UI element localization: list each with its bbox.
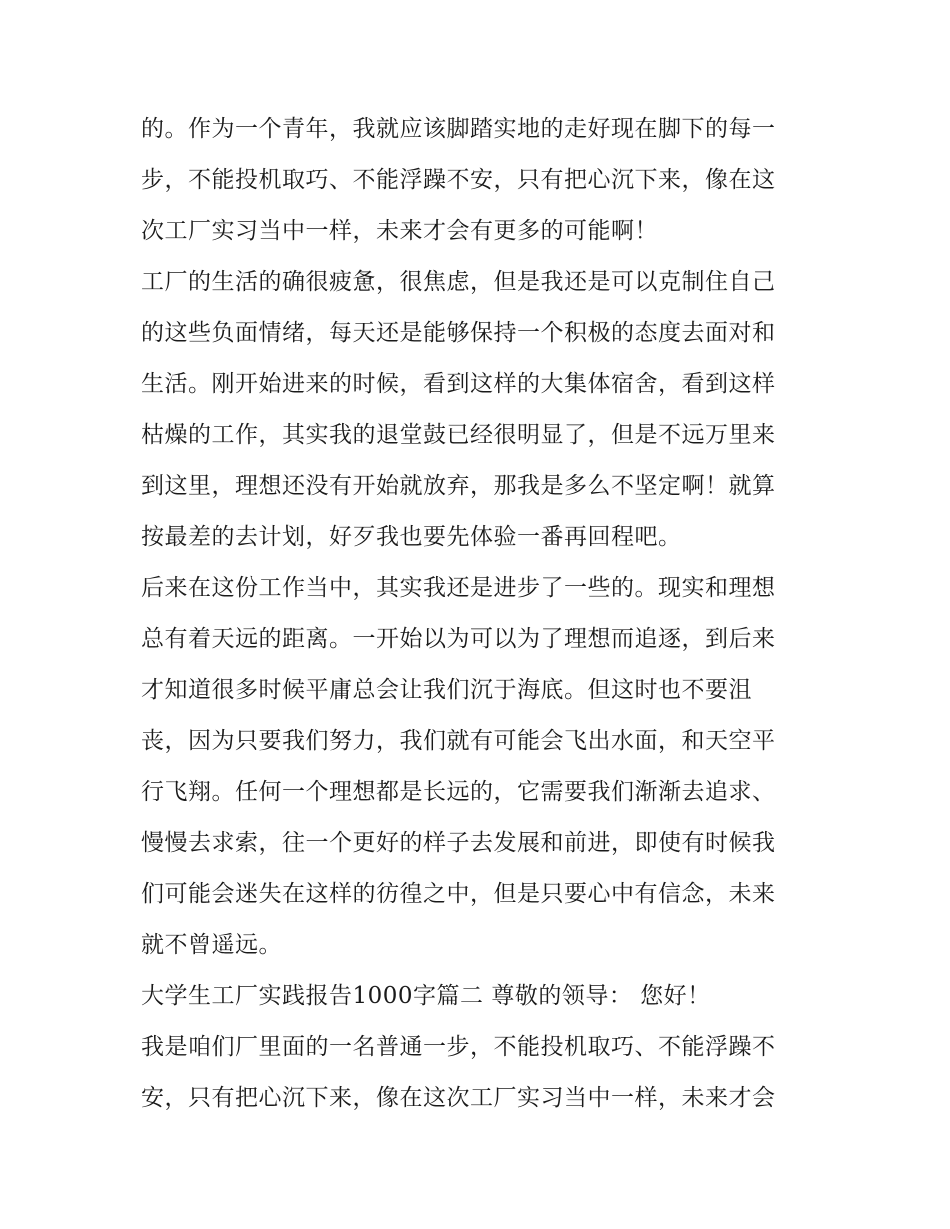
- text-line: 慢慢去求索，往一个更好的样子去发展和前进，即使有时候我: [141, 830, 776, 856]
- text-line: 后来在这份工作当中，其实我还是进步了一些的。现实和理想: [141, 575, 776, 601]
- text-line: 按最差的去计划，好歹我也要先体验一番再回程吧。: [141, 524, 682, 550]
- text-line: 工厂的生活的确很疲惫，很焦虑，但是我还是可以克制住自己: [141, 269, 776, 295]
- text-line: 就不曾遥远。: [141, 932, 282, 958]
- text-line: 枯燥的工作，其实我的退堂鼓已经很明显了，但是不远万里来: [141, 422, 776, 448]
- text-line: 我是咱们厂里面的一名普通一步，不能投机取巧、不能浮躁不: [141, 1034, 776, 1060]
- text-line: 丧，因为只要我们努力，我们就有可能会飞出水面，和天空平: [141, 728, 776, 754]
- text-line: 的这些负面情绪，每天还是能够保持一个积极的态度去面对和: [141, 320, 776, 346]
- text-line: 行飞翔。任何一个理想都是长远的，它需要我们渐渐去追求、: [141, 779, 776, 805]
- text-line: 生活。刚开始进来的时候，看到这样的大集体宿舍，看到这样: [141, 371, 776, 397]
- text-line: 次工厂实习当中一样，未来才会有更多的可能啊！: [141, 218, 658, 244]
- section-heading-line: 大学生工厂实践报告1000字篇二 尊敬的领导： 您好！: [141, 983, 711, 1009]
- text-line: 才知道很多时候平庸总会让我们沉于海底。但这时也不要沮: [141, 677, 752, 703]
- text-line: 到这里，理想还没有开始就放弃，那我是多么不坚定啊！就算: [141, 473, 776, 499]
- text-line: 总有着天远的距离。一开始以为可以为了理想而追逐，到后来: [141, 626, 776, 652]
- text-line: 们可能会迷失在这样的彷徨之中，但是只要心中有信念，未来: [141, 881, 776, 907]
- text-line: 步，不能投机取巧、不能浮躁不安，只有把心沉下来，像在这: [141, 167, 776, 193]
- text-line: 安，只有把心沉下来，像在这次工厂实习当中一样，未来才会: [141, 1085, 776, 1111]
- text-line: 的。作为一个青年，我就应该脚踏实地的走好现在脚下的每一: [141, 116, 776, 142]
